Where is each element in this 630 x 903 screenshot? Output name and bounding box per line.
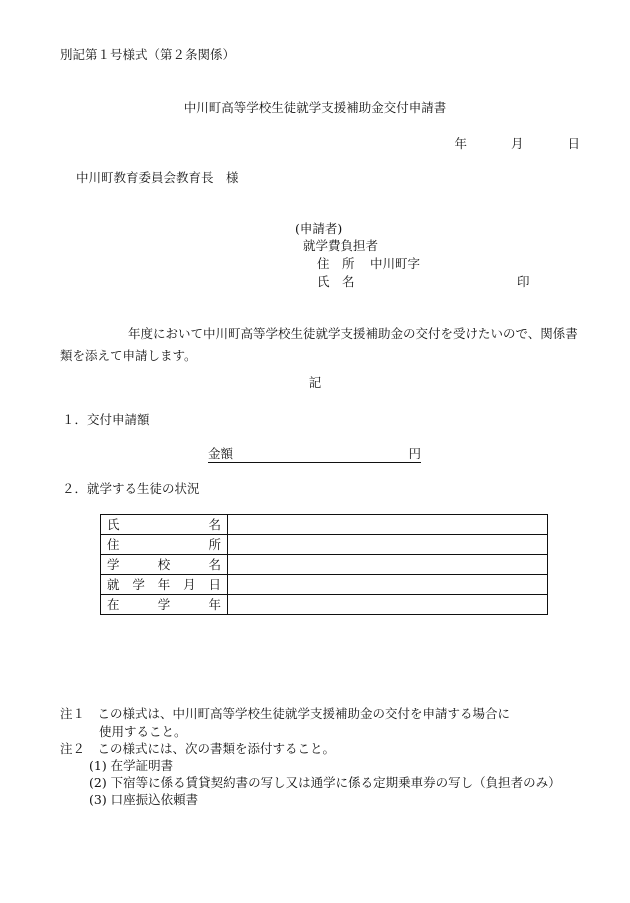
table-row [101,575,548,595]
row-label [101,535,228,555]
form-number: 別記第１号様式（第２条関係） [60,47,236,62]
applicant-heading: (申請者) [295,221,343,236]
date-year: 年 [454,136,467,151]
amount-line [208,446,421,463]
row-value-field[interactable] [228,555,548,575]
label-char: 在 [107,596,120,612]
seal-mark: 印 [517,274,530,289]
amount-label: 金額 [208,446,234,461]
address-label: 住 所 [317,256,355,271]
label-char: 名 [208,516,221,532]
addressee: 中川町教育委員会教育長 様 [76,170,239,185]
note2: 注２ この様式には、次の書類を添付すること。 [60,741,336,756]
note1-line1: 注１ この様式は、中川町高等学校生徒就学支援補助金の交付を申請する場合に [60,706,511,721]
statement-text: 年度において中川町高等学校生徒就学支援補助金の交付を受けたいので、関係書類を添えて申請します。 [60,326,578,363]
label-char: 就 [107,576,120,592]
applicant-role: 就学費負担者 [303,238,379,253]
note2-item-1: (1) 在学証明書 [89,758,174,773]
table-row [101,595,548,615]
label-char: 学 [107,556,120,572]
label-char: 年 [208,596,221,612]
label-char: 所 [208,536,221,552]
section1-heading: １．交付申請額 [62,412,150,427]
address-value: 中川町字 [370,256,421,271]
label-char: 住 [107,536,120,552]
note2-item-3: (3) 口座振込依頼書 [89,792,199,807]
note2-item-2: (2) 下宿等に係る賃貸契約書の写し又は通学に係る定期乗車券の写し（負担者のみ） [89,775,561,790]
label-char: 名 [208,556,221,572]
label-char: 月 [183,576,196,592]
application-statement [60,323,590,367]
date-line [454,136,580,152]
table-row [101,535,548,555]
document-title: 中川町高等学校生徒就学支援補助金交付申請書 [183,100,447,115]
row-label [101,555,228,575]
row-value-field[interactable] [228,515,548,535]
date-month: 月 [510,136,524,151]
name-label: 氏 名 [317,274,355,289]
row-value-field[interactable] [228,535,548,555]
row-label [101,515,228,535]
row-value-field[interactable] [228,595,548,615]
ki-heading: 記 [308,375,322,390]
label-char: 日 [208,576,221,592]
label-char: 学 [157,596,171,612]
amount-unit: 円 [408,446,421,461]
student-status-table [100,514,548,615]
row-value-field[interactable] [228,575,548,595]
table-row [101,515,548,535]
table-row [101,555,548,575]
row-label [101,575,228,595]
label-char: 氏 [107,516,120,532]
label-char: 学 [132,576,145,592]
label-char: 年 [157,576,171,592]
row-label [101,595,228,615]
section2-heading: ２．就学する生徒の状況 [62,481,200,496]
label-char: 校 [157,556,171,572]
note1-line2: 使用すること。 [99,724,187,739]
date-day: 日 [567,136,580,151]
